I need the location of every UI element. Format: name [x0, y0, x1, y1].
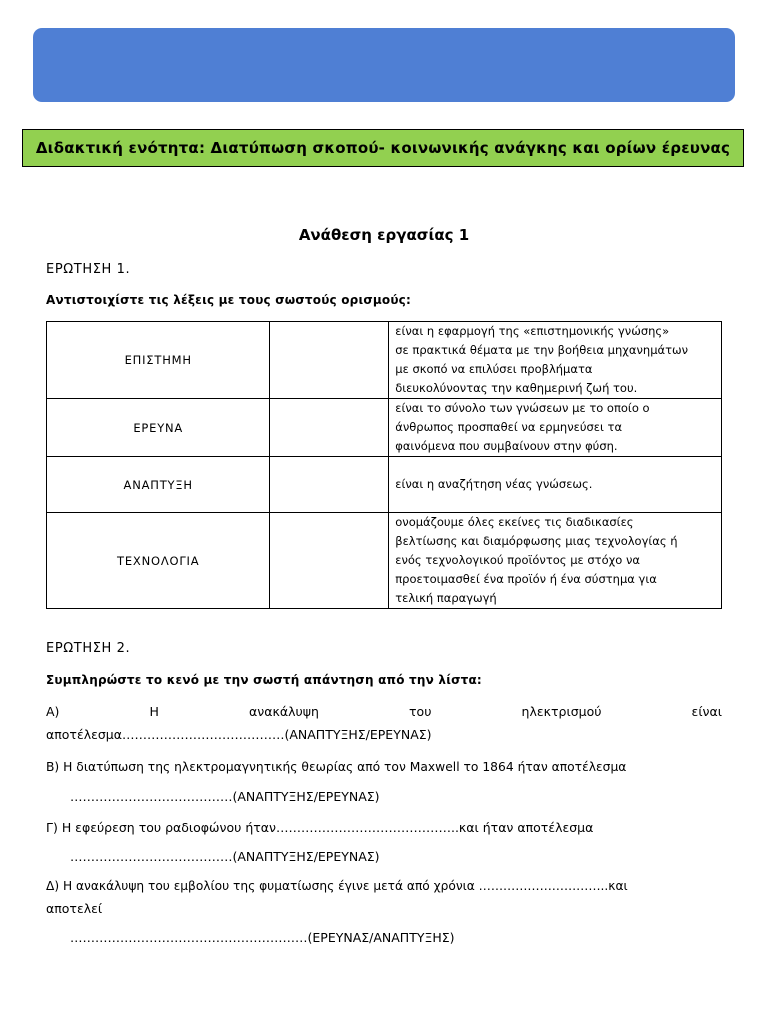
definition-cell: [389, 399, 722, 457]
item-c-line-1: Γ) Η εφεύρεση του ραδιοφώνου ήταν……………………………………..και ήταν αποτέλεσμα: [46, 820, 594, 835]
unit-title-box: [22, 129, 744, 167]
definition-line: ονομάζουμε όλες εκείνες τις διαδικασίες: [395, 515, 634, 529]
answer-cell[interactable]: [270, 322, 389, 399]
item-a-line-2: αποτέλεσμα…………………………………(ΑΝΑΠΤΥΞΗΣ/ΕΡΕΥΝΑΣ): [46, 727, 432, 742]
item-c-line-2: …………………………………(ΑΝΑΠΤΥΞΗΣ/ΕΡΕΥΝΑΣ): [70, 849, 380, 864]
table-row: [47, 513, 722, 609]
header-banner: [33, 28, 735, 102]
matching-table: [46, 321, 722, 609]
definition-line: με σκοπό να επιλύσει προβλήματα: [395, 362, 593, 376]
item-d-line-2: αποτελεί: [46, 901, 103, 916]
definition-line: σε πρακτικά θέματα με την βοήθεια μηχανημάτων: [395, 343, 689, 357]
item-d-line-3: …………………………………………………(ΕΡΕΥΝΑΣ/ΑΝΑΠΤΥΞΗΣ): [70, 930, 455, 945]
definition-line: είναι η εφαρμογή της «επιστημονικής γνώσης»: [395, 324, 670, 338]
definition-line: διευκολύνοντας την καθημερινή ζωή του.: [395, 381, 638, 395]
assignment-title: Ανάθεση εργασίας 1: [298, 226, 470, 244]
answer-cell[interactable]: [270, 457, 389, 513]
word-cell: ΤΕΧΝΟΛΟΓΙΑ: [47, 513, 270, 609]
answer-cell[interactable]: [270, 399, 389, 457]
question-1-heading: ΕΡΩΤΗΣΗ 1.: [46, 262, 131, 277]
definition-line: άνθρωπος προσπαθεί να ερμηνεύσει τα: [395, 420, 623, 434]
unit-title: Διδακτική ενότητα: Διατύπωση σκοπού- κοινωνικής ανάγκης και ορίων έρευνας: [35, 139, 731, 157]
item-b-line-1: Β) Η διατύπωση της ηλεκτρομαγνητικής θεωρίας από τον Maxwell το 1864 ήταν αποτέλεσμα: [46, 760, 627, 774]
table-row: [47, 322, 722, 399]
definition-line: είναι το σύνολο των γνώσεων με το οποίο ο: [395, 401, 650, 415]
item-d-line-1: Δ) Η ανακάλυψη του εμβολίου της φυματίωσης έγινε μετά από χρόνια …………………………..και: [46, 879, 628, 893]
definition-cell: [389, 457, 722, 513]
table-row: [47, 457, 722, 513]
definition-line: είναι η αναζήτηση νέας γνώσεως.: [395, 477, 593, 491]
table-row: [47, 399, 722, 457]
definition-cell: [389, 322, 722, 399]
item-a-line-1: Α) Η ανακάλυψη του ηλεκτρισμού είναι: [46, 704, 722, 719]
definition-line: ενός τεχνολογικού προϊόντος με στόχο να: [395, 553, 640, 567]
definition-line: βελτίωσης και διαμόρφωσης μιας τεχνολογίας ή: [395, 534, 678, 548]
answer-cell[interactable]: [270, 513, 389, 609]
word-cell: ΕΠΙΣΤΗΜΗ: [47, 322, 270, 399]
definition-line: φαινόμενα που συμβαίνουν στην φύση.: [395, 439, 618, 453]
question-2-heading: ΕΡΩΤΗΣΗ 2.: [46, 641, 131, 656]
word-cell: ΑΝΑΠΤΥΞΗ: [47, 457, 270, 513]
word-cell: ΕΡΕΥΝΑ: [47, 399, 270, 457]
question-2-instruction: Συμπληρώστε το κενό με την σωστή απάντηση από την λίστα:: [46, 673, 482, 687]
definition-line: προετοιμασθεί ένα προϊόν ή ένα σύστημα για: [395, 572, 657, 586]
item-b-line-2: …………………………………(ΑΝΑΠΤΥΞΗΣ/ΕΡΕΥΝΑΣ): [70, 789, 380, 804]
definition-cell: [389, 513, 722, 609]
definition-line: τελική παραγωγή: [395, 591, 497, 605]
question-1-instruction: Αντιστοιχίστε τις λέξεις με τους σωστούς ορισμούς:: [46, 293, 411, 307]
